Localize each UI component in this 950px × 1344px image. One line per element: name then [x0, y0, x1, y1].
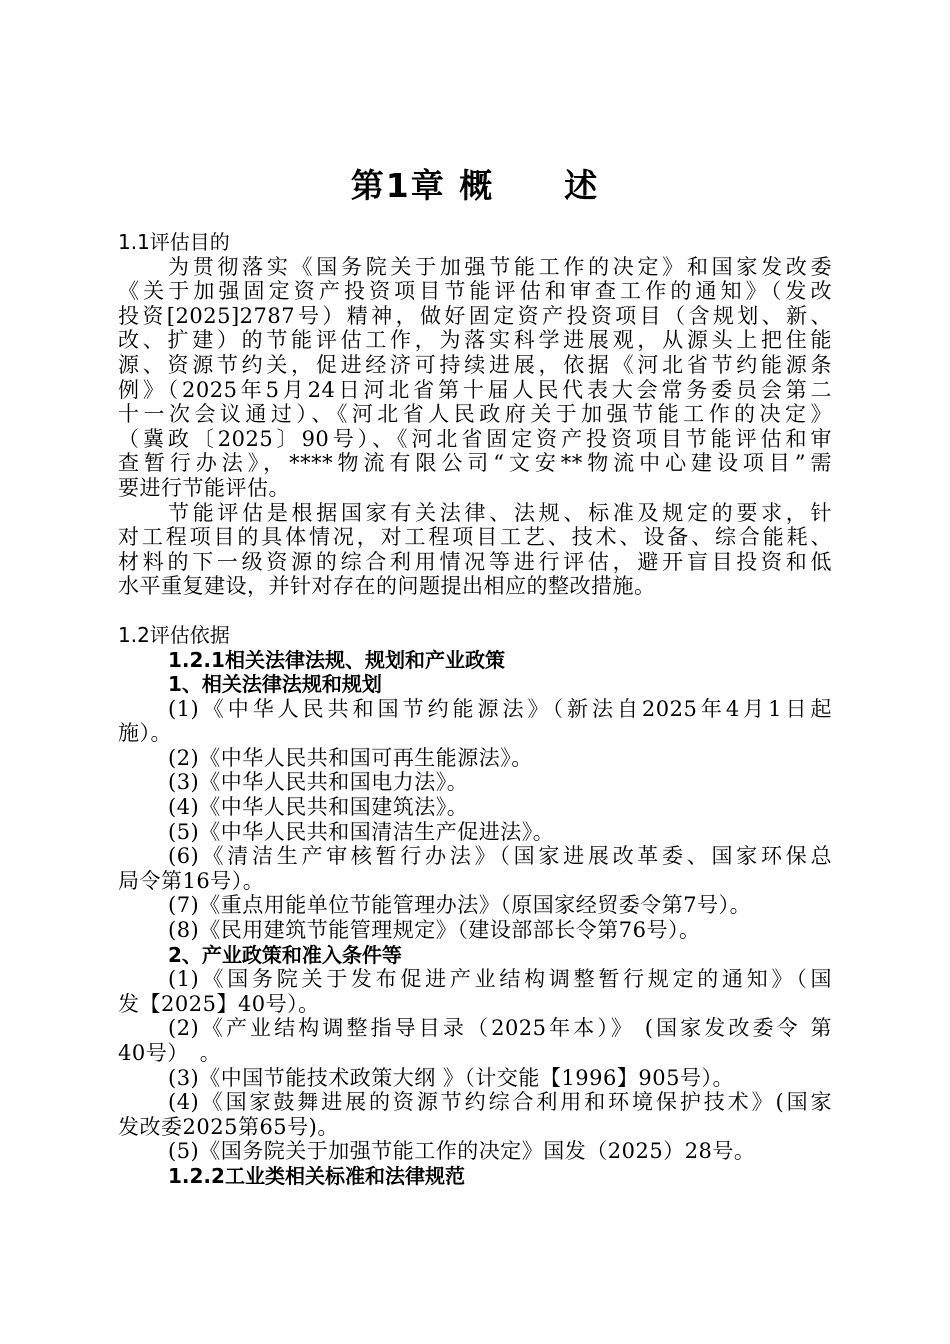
list-item	[118, 697, 832, 746]
list-item	[118, 1016, 832, 1065]
subsection-heading-1-2-2: 1.2.2工业类相关标准和法律规范	[168, 1163, 465, 1188]
text-line: (1)《中华人民共和国节约能源法》（新法自2025年4月1日起	[168, 696, 832, 721]
text-line: 施）。	[118, 721, 172, 746]
section-heading-1-1: 1.1评估目的	[118, 230, 230, 254]
list-item	[118, 967, 832, 1016]
list-item: (3)《中华人民共和国电力法》。	[168, 770, 469, 795]
group-heading-laws: 1、相关法律法规和规划	[168, 672, 382, 697]
policies-list	[118, 967, 832, 1164]
list-item: (8)《民用建筑节能管理规定》（建设部部长令第76号）。	[168, 918, 701, 943]
text-line: 查暂行办法》，****物流有限公司“文安**物流中心建设项目”需	[118, 451, 832, 476]
chapter-title: 第1章 概 述	[350, 166, 600, 205]
text-line: 要进行节能评估。	[118, 475, 290, 500]
group-heading-policies: 2、产业政策和准入条件等	[168, 942, 402, 967]
text-line: 例》（2025年5月24日河北省第十届人民代表大会常务委员会第二	[118, 377, 832, 402]
list-item: (4)《中华人民共和国建筑法》。	[168, 795, 469, 820]
text-line: (6)《清洁生产审核暂行办法》（国家进展改革委、国家环保总	[168, 844, 832, 869]
text-line: 改、扩建）的节能评估工作，为落实科学进展观，从源头上把住能	[118, 328, 832, 353]
list-item: (5)《中华人民共和国清洁生产促进法》。	[168, 819, 555, 844]
text-line: 材料的下一级资源的综合利用情况等进行评估，避开盲目投资和低	[118, 549, 832, 574]
list-item: (5)《国务院关于加强节能工作的决定》国发（2025）28号。	[168, 1139, 756, 1164]
paragraph-purpose-2	[118, 501, 832, 599]
text-line: 发改委2025第65号)。	[118, 1114, 339, 1139]
text-line: 节能评估是根据国家有关法律、法规、标准及规定的要求，针	[168, 500, 832, 525]
text-line: 水平重复建设，并针对存在的问题提出相应的整改措施。	[118, 574, 656, 599]
text-line: 发【2025】40号）。	[118, 991, 320, 1016]
text-line: (4)《国家鼓舞进展的资源节约综合利用和环境保护技术》(国家	[168, 1090, 832, 1115]
paragraph-purpose-1	[118, 255, 832, 501]
list-item: (3)《中国节能技术政策大纲 》（计交能【1996】905号）。	[168, 1065, 734, 1090]
text-line: 为贯彻落实《国务院关于加强节能工作的决定》和国家发改委	[168, 254, 832, 279]
spacer	[118, 599, 832, 623]
list-item	[118, 1090, 832, 1139]
section-heading-1-2: 1.2评估依据	[118, 622, 230, 647]
text-line: 《关于加强固定资产投资项目节能评估和审查工作的通知》（发改	[118, 279, 832, 304]
text-line: 十一次会议通过）、《河北省人民政府关于加强节能工作的决定》	[118, 402, 832, 427]
text-line: 40号） 。	[118, 1041, 222, 1065]
laws-list	[118, 697, 832, 943]
text-line: (1)《国务院关于发布促进产业结构调整暂行规定的通知》（国	[168, 967, 832, 992]
document-body	[118, 230, 832, 1189]
text-line: （冀政〔2025〕90号）、《河北省固定资产投资项目节能评估和审	[118, 426, 832, 451]
subsection-heading-1-2-1: 1.2.1相关法律法规、规划和产业政策	[168, 647, 505, 672]
text-line: 源、资源节约关，促进经济可持续进展，依据《河北省节约能源条	[118, 352, 832, 377]
list-item	[118, 844, 832, 893]
text-line: 局令第16号）。	[118, 868, 265, 893]
list-item: (7)《重点用能单位节能管理办法》（原国家经贸委令第7号）。	[168, 893, 752, 918]
text-line: (2)《产业结构调整指导目录（2025年本）》 (国家发改委令 第	[168, 1016, 832, 1041]
text-line: 对工程项目的具体情况，对工程项目工艺、技术、设备、综合能耗、	[118, 525, 832, 550]
text-line: 投资[2025]2787号）精神，做好固定资产投资项目（含规划、新、	[118, 303, 832, 328]
list-item: (2)《中华人民共和国可再生能源法》。	[168, 745, 533, 770]
